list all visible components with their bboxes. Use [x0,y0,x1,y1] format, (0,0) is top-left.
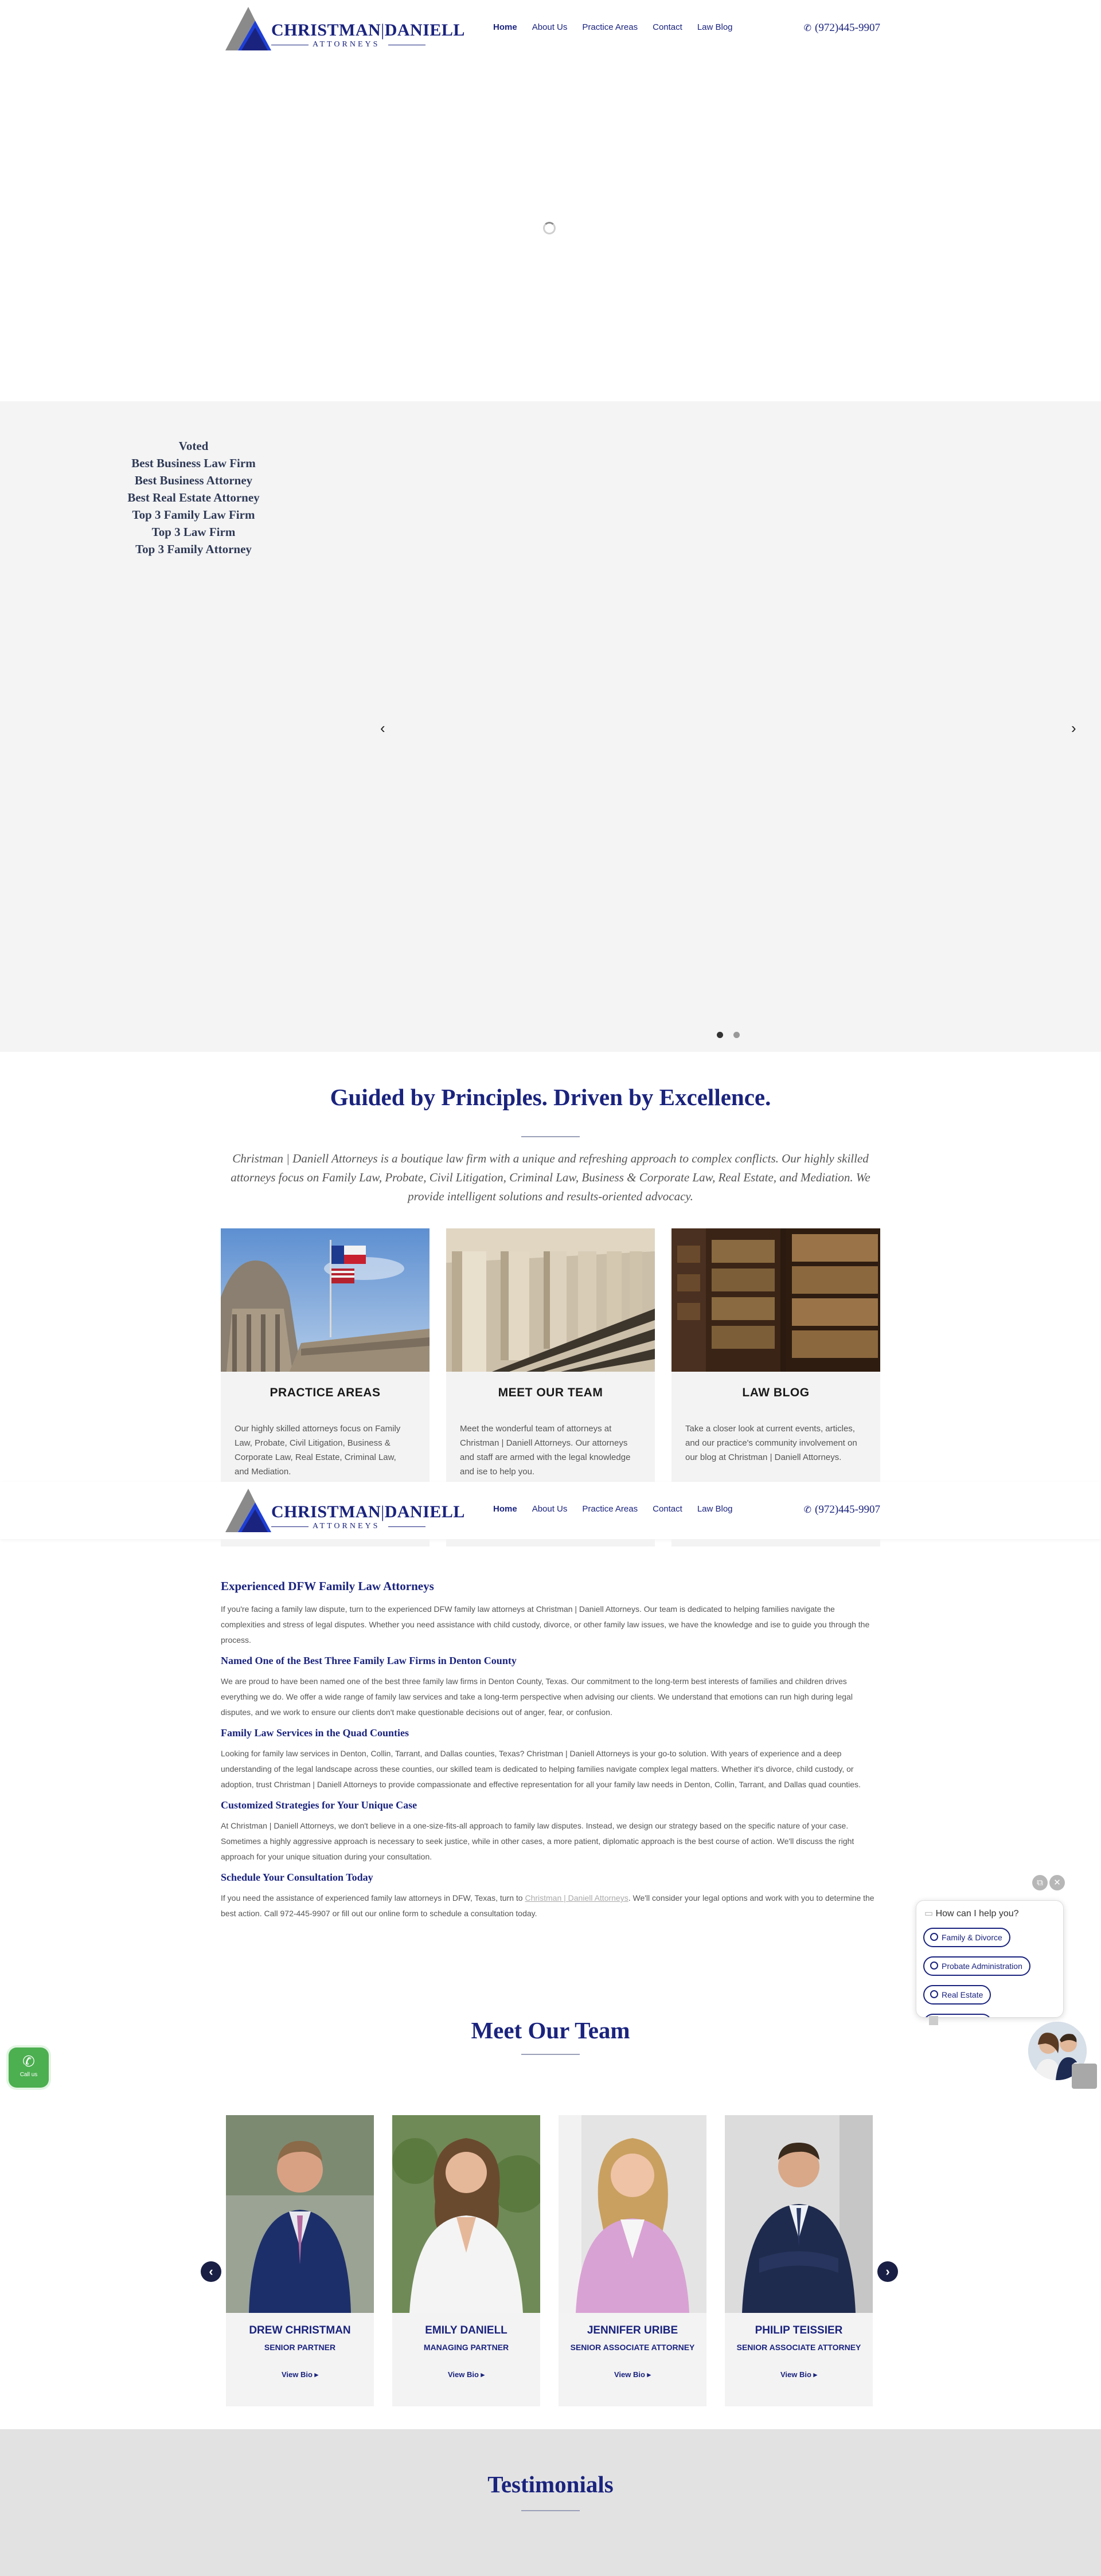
member-name: PHILIP TEISSIER [755,2324,843,2336]
nav-practice-areas[interactable]: Practice Areas [582,22,638,32]
testimonials-section [0,2429,1101,2576]
voted-line: Top 3 Family Law Firm [132,508,255,522]
chat-option-family-divorce[interactable]: Family & Divorce [923,1928,1010,1947]
intro-divider [521,1136,580,1137]
team-member-card[interactable] [559,2115,706,2406]
article-subheading: Customized Strategies for Your Unique Case [221,1799,417,1811]
phone-number: (972)445-9907 [815,22,880,34]
team-title: Meet Our Team [471,2017,630,2043]
team-member-card[interactable] [392,2115,540,2406]
view-bio-link[interactable]: View Bio ▸ [447,2370,485,2379]
paragraph-text: . We'll consider your legal options and work with you to determine the best action. Call 972-445-9907 or fill out our online form to schedule a consultation today. [221,1893,874,1918]
article-paragraph [221,1890,880,1921]
voted-awards-list [77,437,310,558]
capitol-building-image [221,1228,430,1372]
voted-line: Voted [178,439,209,453]
awards-slider [0,401,1101,1052]
chat-question-text: How can I help you? [935,1909,1019,1919]
intro-text: Christman | Daniell Attorneys is a boutique law firm with a unique and refreshing approach to complex conflicts. Our highly skilled attorneys focus on Family Law, Probate, Civil Litigation, Criminal Law, Business & Corporate Law, Real Estate, and Mediation. We provide intelligent solutions and results-oriented advocacy. [231,1152,870,1203]
voted-line: Top 3 Law Firm [151,525,236,539]
logo-subtitle: ATTORNEYS [313,1522,380,1530]
logo-name-right: DANIELL [384,1502,465,1521]
nav-contact[interactable]: Contact [653,1504,682,1514]
logo-triangle-icon [221,1486,272,1534]
firm-link[interactable]: Christman | Daniell Attorneys [525,1893,628,1902]
member-name: EMILY DANIELL [425,2324,507,2336]
card-bottom-edge [671,1539,880,1547]
member-role: SENIOR ASSOCIATE ATTORNEY [570,2343,695,2352]
call-us-button[interactable] [9,2048,49,2088]
article-subheading: Named One of the Best Three Family Law Firms in Denton County [221,1655,517,1666]
logo-triangle-icon [221,5,272,53]
logo-name-left: CHRISTMAN [271,21,381,40]
chat-close-icon[interactable]: ✕ [1049,1875,1065,1890]
team-prev-chevron-left-icon[interactable]: ‹ [201,2261,221,2282]
nav-home[interactable]: Home [493,22,517,32]
logo[interactable] [221,1486,465,1534]
chat-option-probate[interactable]: Probate Administration [923,1956,1030,1976]
team-member-card[interactable] [725,2115,873,2406]
card-title: MEET OUR TEAM [498,1386,603,1399]
slider-dots [717,1032,740,1038]
header-inner [221,0,880,57]
recaptcha-badge-icon[interactable] [1072,2064,1097,2089]
testimonials-title: Testimonials [487,2471,614,2497]
nav-practice-areas[interactable]: Practice Areas [582,1504,638,1514]
logo-wordmark [271,1502,465,1522]
logo-subtitle: ATTORNEYS [313,40,380,49]
logo-rule-right [388,1526,425,1527]
nav-about-us[interactable]: About Us [532,1504,568,1514]
chevron-left-icon[interactable]: ‹ [380,719,385,737]
header-phone[interactable] [804,22,880,34]
sticky-header [0,1482,1101,1539]
article-paragraph: If you're facing a family law dispute, turn to the experienced DFW family law attorneys at Christman | Daniell Attorneys. Our team is dedicated to helping families navigate the complexities and stress of legal disputes. Whether you need assistance with child custody, divorce, or other family law issues, we have the knowledge and ise to guide you through the process. [221,1604,870,1645]
card-text: Meet the wonderful team of attorneys at Christman | Daniell Attorneys. Our attorneys and staff are armed with the legal knowledge and ise to help you. [460,1424,631,1477]
chat-option-real-estate[interactable]: Real Estate [923,1985,991,2005]
nav-contact[interactable]: Contact [653,22,682,32]
member-role: SENIOR ASSOCIATE ATTORNEY [736,2343,861,2352]
phone-icon: ✆ [803,1505,812,1515]
logo-wordmark [271,21,465,40]
voted-line: Top 3 Family Attorney [135,542,252,556]
chat-question [924,1908,1019,1919]
member-photo [392,2115,540,2313]
loading-spinner-icon [543,222,556,234]
card-text: Our highly skilled attorneys focus on Family Law, Probate, Civil Litigation, Business & Corporate Law, Real Estate, Criminal Law, and Mediation. [235,1424,401,1477]
logo-name-right: DANIELL [384,21,465,40]
nav-home[interactable]: Home [493,1504,517,1514]
phone-icon: ✆ [803,24,812,33]
card-bottom-edge [221,1539,430,1547]
card-title: PRACTICE AREAS [270,1386,381,1399]
article-paragraph: We are proud to have been named one of the best three family law firms in Denton County, Texas. Our commitment to the long-term best interests of families and children drives everything we do. We offer a wide range of family law services and take a long-term perspective when advising our clients. We understand that emotions can run high during legal disputes, and we work to ensure our clients don't make questionable decisions out of anger, fear, or confusion. [221,1677,853,1717]
card-bottom-edge [446,1539,655,1547]
chat-widget [916,1900,1064,2018]
nav-about-us[interactable]: About Us [532,22,568,32]
nav-law-blog[interactable]: Law Blog [697,22,733,32]
view-bio-link[interactable]: View Bio ▸ [281,2370,319,2379]
article-paragraph: Looking for family law services in Denton, Collin, Tarrant, and Dallas counties, Texas? Christman | Daniell Attorneys is your go-to solution. With years of experience and a deep understanding of the legal landscape across these counties, our skilled team is dedicated to helping families navigate complex legal matters. Whether it's divorce, child custody, or adoption, trust Christman | Daniell Attorneys to provide compassionate and effective representation for all your family law needs in Denton, Collin, Tarrant, and Dallas quad counties. [221,1749,861,1789]
call-us-label: Call us [19,2072,38,2078]
site-header [0,0,1101,57]
team-member-card[interactable] [226,2115,374,2406]
member-name: DREW CHRISTMAN [249,2324,351,2336]
slider-dot-2[interactable] [733,1032,740,1038]
voted-line: Best Real Estate Attorney [127,491,260,504]
member-role: SENIOR PARTNER [264,2343,336,2352]
article-paragraph: At Christman | Daniell Attorneys, we don't believe in a one-size-fits-all approach to family law disputes. Instead, we design our strategy based on the specific nature of your case. Sometimes a highly aggressive approach is necessary to seek justice, while in other cases, a more patient, diplomatic approach is the best course of action. We'll discuss the right approach for your unique situation during your consultation. [221,1821,854,1861]
view-bio-link[interactable]: View Bio ▸ [780,2370,818,2379]
chevron-right-icon[interactable]: › [1071,719,1076,737]
card-title: LAW BLOG [742,1386,810,1399]
team-next-chevron-right-icon[interactable]: › [877,2261,898,2282]
card-text: Take a closer look at current events, articles, and our practice's community involvement on our blog at Christman | Daniell Attorneys. [685,1424,857,1462]
article-subheading: Schedule Your Consultation Today [221,1872,373,1883]
law-library-image [671,1228,880,1372]
member-name: JENNIFER URIBE [587,2324,678,2336]
header-phone[interactable] [804,1504,880,1516]
intro-title: Guided by Principles. Driven by Excellence. [330,1084,771,1110]
logo-divider: | [381,21,385,40]
view-bio-link[interactable]: View Bio ▸ [614,2370,651,2379]
nav-law-blog[interactable]: Law Blog [697,1504,733,1514]
phone-icon: ✆ [22,2053,35,2070]
team-divider [521,2054,580,2055]
family-law-article [221,1579,880,1927]
logo-divider: | [381,1502,385,1521]
member-role: MANAGING PARTNER [423,2343,509,2352]
header-inner [221,1482,880,1539]
voted-line: Best Business Attorney [134,473,253,487]
logo-rule-left [271,1526,309,1527]
member-photo [559,2115,706,2313]
chat-bubble-icon: ▭ [924,1909,936,1919]
paragraph-text: If you need the assistance of experienced family law attorneys in DFW, Texas, turn to [221,1893,525,1902]
columns-image [446,1228,655,1372]
main-nav [493,1504,733,1514]
logo[interactable] [221,5,465,53]
member-photo [725,2115,873,2313]
slider-dot-1[interactable] [717,1032,723,1038]
logo-name-left: CHRISTMAN [271,1502,381,1521]
chat-expand-icon[interactable]: ⧉ [1032,1875,1048,1890]
article-heading: Experienced DFW Family Law Attorneys [221,1579,434,1593]
member-photo [226,2115,374,2313]
article-subheading: Family Law Services in the Quad Counties [221,1727,409,1739]
phone-number: (972)445-9907 [815,1504,880,1516]
testimonials-divider [521,2510,580,2511]
main-nav [493,22,733,32]
voted-line: Best Business Law Firm [131,456,256,470]
